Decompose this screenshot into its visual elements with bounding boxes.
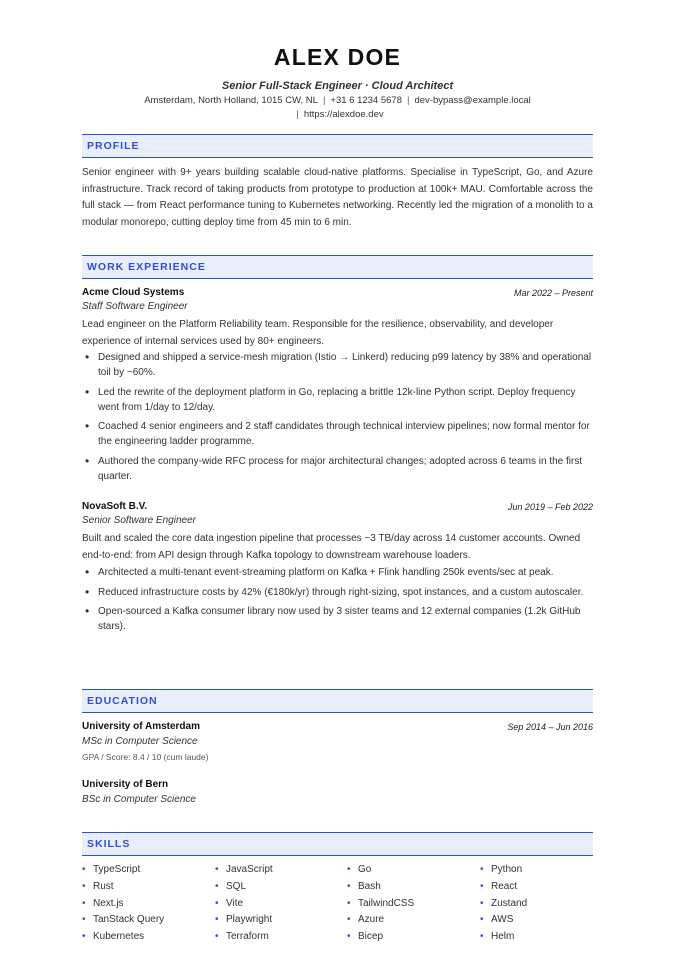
section-header-education: EDUCATION <box>82 689 593 713</box>
section-header-profile: PROFILE <box>82 134 593 158</box>
job-org: Acme Cloud Systems <box>82 287 185 298</box>
job-date: Jun 2019 – Feb 2022 <box>507 502 593 512</box>
skill-item: • JavaScript <box>215 864 273 875</box>
degree: MSc in Computer Science <box>82 736 198 747</box>
school-name: University of Amsterdam <box>82 721 200 732</box>
skill-item: • Helm <box>480 931 515 943</box>
skill-item: • Go <box>347 864 372 875</box>
skill-item: • Next.js <box>82 897 124 909</box>
skills-column <box>215 862 273 946</box>
skills-column <box>480 862 527 946</box>
candidate-name: ALEX DOE <box>273 44 402 70</box>
skill-item: • Playwright <box>215 914 273 926</box>
list-item: • Led the rewrite of the deployment platform in Go, replacing a brittle 12k-line Python script. Deploy frequency went from 1/day to 12/day. <box>85 384 576 413</box>
skill-item: • Bash <box>347 880 381 892</box>
skill-item: • Terraform <box>215 931 269 943</box>
website-line <box>82 109 593 120</box>
degree: BSc in Computer Science <box>82 794 196 805</box>
website-link[interactable]: https://alexdoe.dev <box>303 109 384 120</box>
job-summary: Lead engineer on the Platform Reliability team. Responsible for the resilience, observability, and developer experience of internal services used by 80+ engineers. <box>82 319 554 347</box>
list-item: • Authored the company-wide RFC process for major architectural changes; adopted across 6 teams in the first quarter. <box>85 453 583 482</box>
job-org: NovaSoft B.V. <box>82 501 148 512</box>
section-header-skills: SKILLS <box>82 832 593 856</box>
location-text: Amsterdam, North Holland, 1015 CW, NL <box>144 95 318 106</box>
section-header-experience: WORK EXPERIENCE <box>82 255 593 279</box>
skill-item: • Zustand <box>480 897 528 909</box>
job-date: Mar 2022 – Present <box>513 288 593 298</box>
education-date: Sep 2014 – Jun 2016 <box>507 722 593 732</box>
gpa-note: GPA / Score: 8.4 / 10 (cum laude) <box>82 752 209 762</box>
separator: | <box>296 109 299 120</box>
skill-item: • SQL <box>215 880 247 892</box>
skill-item: • React <box>480 880 518 892</box>
skills-column <box>82 862 164 946</box>
list-item: • Designed and shipped a service-mesh migration (Istio → Linkerd) reducing p99 latency by 38% and operational toil by ~60%. <box>85 350 592 378</box>
email-link[interactable]: dev-bypass@example.local <box>414 95 531 106</box>
job-bullets <box>82 350 593 488</box>
school-name: University of Bern <box>82 779 169 790</box>
skill-item: • TailwindCSS <box>347 897 415 909</box>
skill-item: • Vite <box>215 897 244 909</box>
job-role: Staff Software Engineer <box>82 301 188 312</box>
contact-line <box>82 95 593 106</box>
separator: | <box>322 95 326 106</box>
skill-item: • Azure <box>347 914 385 926</box>
phone-text: +31 6 1234 5678 <box>330 95 402 106</box>
list-item: • Architected a multi-tenant event-streaming platform on Kafka + Flink handling 250k events/sec at peak. <box>85 565 554 579</box>
candidate-title: Senior Full-Stack Engineer · Cloud Architect <box>221 80 454 92</box>
skill-item: • Rust <box>82 880 114 892</box>
profile-summary: Senior engineer with 9+ years building scalable cloud-native platforms. Specialise in TypeScript, Go, and Azure infrastructure. Track record of taking products from prototype to production at 100k+ MAU. Comfortable across the full stack — from React performance tuning to Kubernetes networking. Recently led the migration of a monolith to a modular monorepo, cutting deploy time from 45 min to 6 min. <box>82 167 593 228</box>
job-bullets <box>82 565 593 639</box>
skill-item: • Bicep <box>347 931 384 943</box>
list-item: • Reduced infrastructure costs by 42% (€180k/yr) through right-sizing, spot instances, and a custom autoscaler. <box>85 584 584 599</box>
job-summary: Built and scaled the core data ingestion pipeline that processes ~3 TB/day across 14 customer accounts. Owned end-to-end: from API design through Kafka topology to downstream warehouse loaders. <box>82 533 581 561</box>
list-item: • Open-sourced a Kafka consumer library now used by 3 sister teams and 12 external companies (1.2k GitHub stars). <box>85 604 581 632</box>
skill-item: • TanStack Query <box>82 914 165 926</box>
skills-column <box>347 862 414 946</box>
separator: | <box>407 95 410 106</box>
skill-item: • Python <box>480 864 523 875</box>
list-item: • Coached 4 senior engineers and 2 staff candidates through technical interview pipelines; now formal mentor for the engineering ladder programme. <box>85 419 590 447</box>
job-role: Senior Software Engineer <box>82 515 196 526</box>
skill-item: • AWS <box>480 914 514 926</box>
skill-item: • TypeScript <box>82 864 141 875</box>
skill-item: • Kubernetes <box>82 931 145 943</box>
